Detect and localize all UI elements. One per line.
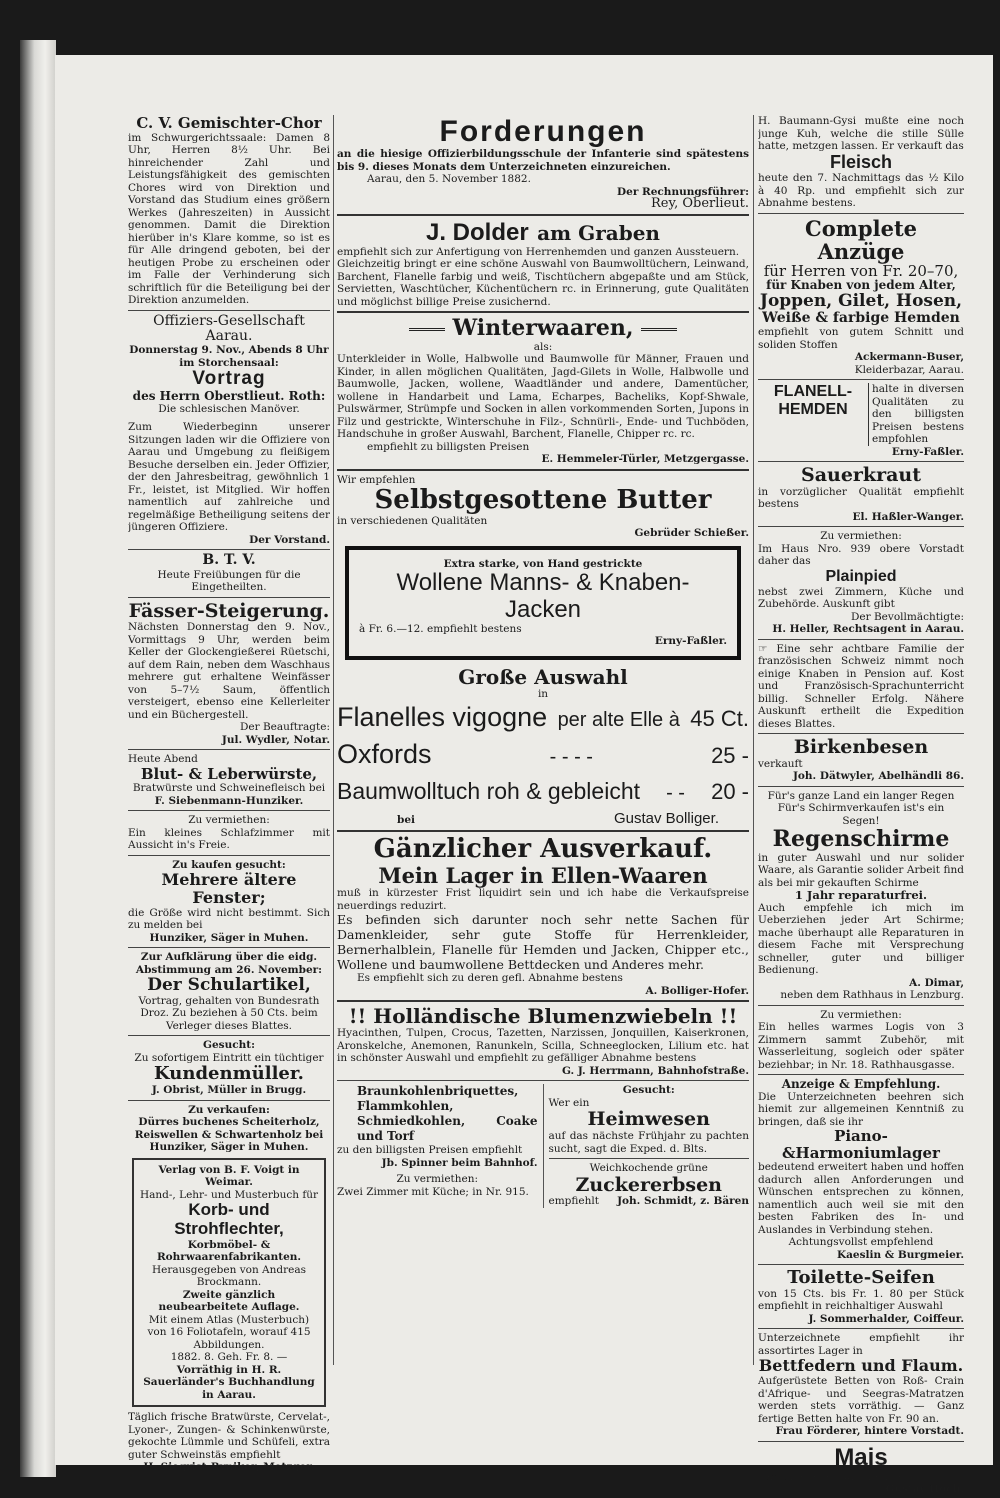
book-atlas: Mit einem Atlas (Musterbuch) von 16 Foliotafeln, worauf 415 Abbildungen. — [147, 1313, 311, 1351]
kunden-text: Zu sofortigem Eintritt ein tüchtiger — [134, 1051, 324, 1064]
auswahl-row-mid: - - - - — [549, 746, 593, 769]
auswahl-bei: bei — [397, 814, 416, 827]
wohn-intro: Zu vermiethen: — [396, 1173, 479, 1186]
ad-schulartikel — [128, 951, 330, 1032]
seifen-text: von 15 Cts. bis Fr. 1. 80 per Stück empfiehlt in reichhaltiger Auswahl — [758, 1287, 964, 1313]
ad-metzger — [128, 1411, 330, 1474]
column-left — [128, 115, 330, 1476]
faesser-sign2: Jul. Wydler, Notar. — [221, 733, 330, 746]
ad-sauerkraut — [758, 465, 964, 523]
faesser-title: Fässer-Steigerung. — [128, 599, 330, 622]
officers-sign: Der Vorstand. — [249, 533, 330, 546]
binding-spine — [20, 40, 56, 1477]
officers-text: Zum Wiederbeginn unserer Sitzungen laden wir die Offiziere von Aarau und Umgebung zu fleißigem Besuche derselben ein. Jeder Offizier, der den Jahresbeitrag, gewöhnlich 1 Fr., leistet, ist Mitglied. Wir hoffen namentlich auf zahlreiche und regelmäßige Betheiligung seitens der jüngeren Offiziere. — [128, 421, 330, 534]
winter-recommend: empfiehlt zu billigsten Preisen — [367, 440, 530, 453]
dolder-text2: Gleichzeitig bringt er eine schöne Auswahl von Baumwolltüchern, Leinwand, Barchent, Flanelle farbig und weiß, Tischtüchern abgepaßte und am Stück, Servietten, Waschtücher, Küchentüchern rc. in Erinnerung, gute Qualitäten und möglichst billige Preise zusichernd. — [337, 258, 749, 308]
divider — [337, 830, 749, 832]
ausv-title: Gänzlicher Ausverkauf. — [373, 834, 713, 865]
auswahl-row-price: 25 - — [711, 743, 749, 769]
choir-text: im Schwurgerichtssaale: Damen 8 Uhr, Herren 8½ Uhr. Bei hinreichender Zahl und Leistungsfähigkeit des gemischten Chores wird von Direktion und Vorstand das Studium eines größern Werkes (Jahreszeiten) in Aussicht genommen. Damit die Direktion hierüber in's Klare komme, so ist es für Alle dringend geboten, bei der heutigen Probe zu erscheinen oder im Falle der Verhinderung sich schriftlich für die Beteiligung bei der Direktion anzumelden. — [128, 131, 330, 306]
column-divider-1 — [333, 115, 334, 1365]
ad-butter — [337, 474, 749, 540]
winter-als: als: — [533, 340, 553, 353]
rule-ornament — [641, 328, 677, 331]
book-intro: Hand-, Lehr- und Musterbuch für — [139, 1188, 319, 1201]
ad-fleisch — [758, 115, 964, 210]
regen-garantie: 1 Jahr reparaturfrei. — [794, 888, 928, 903]
ad-choir — [128, 115, 330, 307]
ad-btv — [128, 553, 330, 593]
book-subtitle: Korbmöbel- & Rohrwaarenfabrikanten. — [156, 1238, 302, 1263]
divider — [758, 379, 964, 380]
schul-text: Vortrag, gehalten von Bundesrath Droz. Zu beziehen à 50 Cts. beim Verleger dieses Blattes. — [138, 994, 320, 1032]
ad-plainpied — [758, 530, 964, 635]
ad-book — [132, 1158, 326, 1407]
auswahl-row — [337, 737, 749, 774]
pension-text: ☞ Eine sehr achtbare Familie der französischen Schweiz nimmt noch einige Knaben in Pension auf. Kost und Französisch-Sprachunterricht billig. Schneller Erfolg. Nähere Auskunft ertheilt die Expedition dieses Blattes. — [758, 642, 964, 730]
plain-title: Plainpied — [825, 567, 897, 585]
divider — [758, 1074, 964, 1075]
divider — [758, 526, 964, 527]
sauer-sign: El. Haßler-Wanger. — [852, 510, 964, 523]
divider — [758, 1264, 964, 1265]
ford-title: Forderungen — [439, 115, 647, 148]
ad-fenster — [128, 859, 330, 944]
auswahl-title: Große Auswahl — [458, 664, 628, 689]
divider — [337, 311, 749, 313]
zimmer-text: Ein kleines Schlafzimmer mit Aussicht in's Freie. — [128, 826, 330, 852]
kohle-sign: Jb. Spinner beim Bahnhof. — [381, 1156, 538, 1169]
divider — [549, 1158, 750, 1159]
metzger-text: Täglich frische Bratwürste, Cervelat-, Lyoner-, Zungen- & Schinkenwürste, gekochte Lümmle und Schüfeli, extra guter Schweinstäs empfiehlt — [128, 1411, 330, 1461]
ad-mais — [758, 1445, 964, 1496]
btv-title: B. T. V. — [202, 552, 256, 569]
ford-date: Aarau, den 5. November 1882. — [367, 173, 531, 185]
bett-text2: Aufgerüstete Betten von Roß- Crain d'Afrique- und Seegras-Matratzen werden stets vorräthig. — Ganz fertige Betten halte von Fr. 90 an. — [758, 1375, 964, 1425]
seifen-sign: J. Sommerhalder, Coiffeur. — [808, 1312, 964, 1325]
piano-title: Piano-&Harmoniumlager — [782, 1127, 940, 1162]
dolder-place: am Graben — [537, 220, 660, 245]
officers-speaker: des Herrn Oberstlieut. Roth: — [132, 389, 326, 404]
divider — [758, 461, 964, 462]
fenster-text: die Größe wird nicht bestimmt. Sich zu melden bei — [128, 906, 330, 932]
btv-text: Heute Freiübungen für die Eingetheilten. — [157, 568, 301, 594]
divider — [758, 1005, 964, 1006]
birken-sign: Joh. Dätwyler, Abelhändli 86. — [792, 770, 964, 783]
divider — [128, 310, 330, 311]
ad-ausverkauf — [337, 835, 749, 997]
jacken-sign: Erny-Faßler. — [654, 635, 727, 648]
seifen-title: Toilette-Seifen — [787, 1267, 935, 1289]
wurst-sign: F. Siebenmann-Hunziker. — [154, 794, 304, 807]
erbsen-title: Zuckererbsen — [575, 1173, 722, 1196]
schul-intro: Zur Aufklärung über die eidg. Abstimmung am 26. November: — [135, 951, 323, 976]
ford-text: an die hiesige Offizierbildungsschule der Infanterie sind spätestens bis 9. dieses Monats dem Unterzeichneten einzureichen. — [337, 148, 749, 173]
anz-title: Complete Anzüge — [804, 215, 918, 264]
holz-text: Dürres buchenes Scheiterholz, Reiswellen & Schwartenholz bei Hunziker, Säger in Muhen. — [134, 1116, 324, 1154]
book-title: Korb- und Strohflechter, — [174, 1200, 284, 1238]
divider — [128, 810, 330, 811]
fleisch-title: Fleisch — [829, 151, 893, 172]
ad-blumenzwiebeln — [337, 1005, 749, 1077]
wohn-text: Zwei Zimmer mit Küche; in Nr. 915. — [337, 1185, 529, 1198]
ad-forderungen — [337, 115, 749, 211]
auswahl-row — [337, 774, 749, 810]
book-publisher: Verlag von B. F. Voigt in Weimar. — [158, 1163, 300, 1189]
divider — [758, 1441, 964, 1442]
column-divider-2 — [753, 115, 754, 1365]
anz-sub2: für Knaben von jedem Alter, — [766, 278, 956, 293]
auswahl-row-price: 20 - — [711, 779, 749, 805]
book-store: Vorräthig in H. R. Sauerländer's Buchhandlung in Aarau. — [143, 1363, 315, 1401]
erbsen-intro: Weichkochende grüne — [589, 1162, 708, 1175]
heim-intro: Gesucht: — [622, 1084, 675, 1097]
piano-sign2: Kaeslin & Burgmeier. — [837, 1248, 964, 1261]
divider — [128, 749, 330, 750]
flanell-title1: FLANELL- — [773, 383, 853, 401]
logis-text: Ein helles warmes Logis von 3 Zimmern sammt Zubehör, mit Wasserleitung, sogleich oder später beziehbar; in Nr. 18. Rathhausgasse. — [758, 1021, 964, 1071]
ad-heimwesen — [544, 1084, 750, 1208]
heim-text2: auf das nächste Frühjahr zu pachten sucht, sagt die Exped. d. Blts. — [548, 1130, 749, 1155]
divider — [758, 213, 964, 214]
kunden-title: Kundenmüller. — [154, 1063, 304, 1085]
wurst-intro: Heute Abend — [128, 753, 198, 766]
fleisch-text2: heute den 7. Nachmittags das ½ Kilo à 40 Rp. und empfiehlt sich zur Abnahme bestens. — [758, 172, 964, 210]
winter-sign: E. Hemmeler-Türler, Metzgergasse. — [541, 453, 749, 466]
divider — [758, 733, 964, 734]
divider — [337, 1080, 749, 1081]
ausv-sign: A. Bolliger-Hofer. — [645, 984, 749, 997]
ad-wurst — [128, 753, 330, 807]
winter-text: Unterkleider in Wolle, Halbwolle und Baumwolle für Männer, Frauen und Kinder, in allen möglichen Qualitäten, Jagd-Gilets in Wolle, Halbwolle und Baumwolle, Jacken, wollene, Waadtländer und andere, Damentücher, wollene in Handarbeit und Lama, Echarpes, Bacheliks, Kopf-Shwale, Pulswärmer, Strümpfe und Socken in allen vorkommenden Sorten, Jupons in Filz und gestrickte, Winterschuhe in Filz-, Schnürli-, Ende- und Tuchböden, Handschuhe in großer Auswahl, Barchent, Flanelle, Chipper rc. rc. — [337, 353, 749, 441]
divider — [758, 639, 964, 640]
ad-kohle — [337, 1084, 544, 1208]
divider — [128, 855, 330, 856]
regen-sign1: A. Dimar, — [909, 976, 964, 989]
holz-intro: Zu verkaufen: — [188, 1103, 270, 1116]
anz-items2: Weiße & farbige Hemden — [762, 309, 960, 326]
plain-text1: Im Haus Nro. 939 obere Vorstadt daher das — [758, 542, 964, 568]
jacken-price: à Fr. 6.—12. empfiehlt bestens — [359, 622, 522, 635]
divider — [758, 786, 964, 787]
officers-vortrag: Vortrag — [192, 368, 266, 390]
schul-title: Der Schulartikel, — [147, 975, 311, 996]
ad-regenschirme — [758, 790, 964, 1002]
divider — [128, 549, 330, 550]
blumen-text: Hyacinthen, Tulpen, Crocus, Tazetten, Narzissen, Jonquillen, Kaiserkronen, Aronskelche, Anemonen, Ranunkeln, Scilla, Schneeglocken, Lilium etc. hat in schönster Auswahl und empfiehlt zu gefälliger Abnahme bestens — [337, 1027, 749, 1065]
fleisch-text1: H. Baumann-Gysi mußte eine noch junge Kuh, welche die stille Sülle hatte, metzgen lassen. Er verkauft das — [758, 115, 964, 152]
ad-pension — [758, 643, 964, 731]
wurst-text: Bratwürste und Schweinefleisch bei — [132, 782, 326, 795]
divider — [128, 597, 330, 598]
rule-ornament — [409, 328, 445, 331]
ausv-sub: Mein Lager in Ellen-Waaren — [378, 863, 708, 889]
kunden-intro: Gesucht: — [203, 1039, 255, 1052]
divider — [337, 1000, 749, 1002]
plain-sign2: H. Heller, Rechtsagent in Aarau. — [772, 623, 964, 636]
plain-intro: Zu vermiethen: — [820, 530, 902, 543]
flanell-sign: Erny-Faßler. — [891, 445, 964, 458]
ad-bettfedern — [758, 1332, 964, 1437]
ausv-text2: Es befinden sich darunter noch sehr nette Sachen für Damenkleider, sehr gute Stoffe für Herrenkleider, Bernerhalblein, Flanelle für Hemden und Jacken, Chipper etc., Wollene und baumwollene Bettdecken und Anderes mehr. — [337, 912, 749, 973]
book-edition: Zweite gänzlich neubearbeitete Auflage. — [158, 1288, 300, 1313]
sauer-text: in vorzüglicher Qualität empfiehlt bestens — [758, 485, 964, 511]
ad-officers — [128, 314, 330, 547]
choir-title: C. V. Gemischter-Chor — [136, 115, 322, 132]
auswahl-sign: Gustav Bolliger. — [613, 810, 719, 828]
flanell-title2: HEMDEN — [778, 400, 848, 418]
blumen-title: !! Holländische Blumenzwiebeln !! — [348, 1004, 738, 1029]
anz-items: Joppen, Gilet, Hosen, — [759, 290, 963, 311]
faesser-sign1: Der Beauftragte: — [239, 721, 330, 734]
blumen-sign: G. J. Herrmann, Bahnhofstraße. — [561, 1064, 749, 1077]
piano-text2: bedeutend erweitert haben und hoffen dadurch allen Anforderungen und Wünschen entsprechen zu können, namentlich auch weil sie mit den besten Fabriken des In- und Auslandes in Verbindung stehen. — [758, 1161, 964, 1236]
dolder-text1: empfiehlt sich zur Anfertigung von Herrenhemden und ganzen Aussteuern. — [337, 245, 740, 258]
anz-sign2: Kleiderbazar, Aarau. — [854, 363, 964, 376]
wurst-title: Blut- & Leberwürste, — [140, 764, 318, 783]
fenster-intro: Zu kaufen gesucht: — [172, 858, 286, 871]
book-price: 1882. 8. Geh. Fr. 8. — — [170, 1351, 288, 1363]
winter-title: Winterwaaren, — [452, 315, 634, 342]
ad-auswahl — [337, 666, 749, 828]
birken-text: verkauft — [758, 757, 803, 770]
auswahl-row-label: Baumwolltuch roh & gebleicht — [337, 778, 640, 805]
anz-sign1: Ackermann-Buser, — [854, 351, 964, 364]
heim-text1: Wer ein — [548, 1096, 590, 1109]
logis-intro: Zu vermiethen: — [820, 1008, 902, 1021]
jacken-intro: Extra starke, von Hand gestrickte — [443, 557, 643, 570]
regen-title: Regenschirme — [772, 826, 950, 853]
faesser-text: Nächsten Donnerstag den 9. Nov., Vormittags 9 Uhr, werden beim Keller der Glockengießerei Rüetschi, auf dem Rain, neben dem Waschhaus mehrere gut erhaltene Weinfässer von 5–7½ Saum, öffentlich versteigert, ebenso eine Kellerleiter und ein Büchergestell. — [128, 621, 330, 721]
plain-text2: nebst zwei Zimmern, Küche und Zubehörde. Auskunft gibt — [758, 585, 964, 611]
ad-anzuege — [758, 217, 964, 376]
flanell-heading — [758, 383, 869, 446]
mais-text: verschiedene Qualitäten bei — [758, 1470, 908, 1483]
ausv-text1: muß in kürzester Frist liquidirt sein und ich habe die Verkaufspreise neuerdings reduzirt. — [337, 887, 749, 912]
ad-logis — [758, 1009, 964, 1072]
piano-intro: Anzeige & Empfehlung. — [781, 1077, 941, 1092]
metzger-sign: H. Siegrist-Ryniker, Metzger. — [143, 1461, 315, 1473]
plain-sign1: Der Bevollmächtigte: — [850, 610, 964, 623]
ad-kundenmueller — [128, 1039, 330, 1096]
regen-text3: Auch empfehle ich mich im Ueberziehen jeder Art Schirme; mache überhaupt alle Reparaturen in diesem Fache mit Versprechung schneller, guter und billiger Bedienung. — [758, 901, 964, 977]
ford-sign1: Der Rechnungsführer: — [617, 185, 749, 198]
bett-text1: Unterzeichnete empfiehlt ihr assortirtes Lager in — [758, 1332, 964, 1357]
jacken-title: Wollene Manns- & Knaben-Jacken — [396, 569, 690, 623]
book-editor: Herausgegeben von Andreas Brockmann. — [151, 1263, 306, 1288]
butter-intro: Wir empfehlen — [337, 473, 416, 486]
bett-title: Bettfedern und Flaum. — [758, 1356, 964, 1376]
bett-sign: Frau Förderer, hintere Vorstadt. — [775, 1425, 964, 1438]
flanell-text: halte in diversen Qualitäten zu den billigsten Preisen bestens empfohlen — [872, 383, 964, 446]
anz-sub1: für Herren von Fr. 20–70, — [763, 261, 959, 280]
piano-text1: Die Unterzeichneten beehren sich hiemit zur allgemeinen Kenntniß zu bringen, daß sie ihr — [758, 1090, 964, 1128]
mais-sign: Gustav Hoch. — [885, 1483, 964, 1496]
kunden-sign: J. Obrist, Müller in Brugg. — [151, 1084, 307, 1097]
auswahl-in: in — [537, 687, 549, 700]
ad-zimmer — [128, 814, 330, 852]
divider — [337, 214, 749, 216]
fenster-sign: Hunziker, Säger in Muhen. — [149, 931, 309, 944]
auswahl-row-label: Oxfords — [337, 739, 432, 770]
ad-seifen — [758, 1268, 964, 1325]
ad-jacken — [345, 546, 741, 660]
piano-sign1: Achtungsvollst empfehlend — [788, 1236, 934, 1249]
birken-title: Birkenbesen — [793, 736, 929, 759]
regen-text1: Für's ganze Land ein langer Regen Für's Schirmverkaufen ist's ein Segen! — [767, 789, 955, 827]
ausv-text3: Es empfiehlt sich zu deren gefl. Abnahme bestens — [357, 972, 623, 985]
erbsen-sign: Joh. Schmidt, z. Bären — [617, 1195, 749, 1208]
officers-title: Offiziers-Gesellschaft Aarau. — [153, 312, 305, 344]
auswahl-row-label: Flanelles vigogne — [337, 702, 548, 733]
auswahl-row — [337, 700, 749, 737]
bottom-split — [337, 1084, 749, 1208]
mais-title: Mais — [834, 1443, 888, 1471]
anz-text: empfiehlt von gutem Schnitt und soliden Stoffen — [758, 326, 964, 351]
ad-piano — [758, 1078, 964, 1261]
divider — [128, 947, 330, 948]
column-right — [758, 115, 964, 1498]
officers-date: Donnerstag 9. Nov., Abends 8 Uhr im Storchensaal: — [129, 344, 329, 369]
regen-text2: in guter Auswahl und nur solider Waare, als Garantie solider Arbeit find als bei mir gekauften Schirme — [758, 851, 964, 889]
erbsen-text: empfiehlt — [548, 1195, 599, 1208]
divider — [758, 1328, 964, 1329]
ad-faesser — [128, 601, 330, 747]
dolder-title: J. Dolder — [426, 218, 529, 246]
zimmer-title: Zu vermiethen: — [188, 814, 270, 827]
kohle-text: zu den billigsten Preisen empfiehlt — [337, 1144, 523, 1157]
ad-winterwaaren — [337, 316, 749, 465]
auswahl-row-price: 45 Ct. — [690, 706, 749, 732]
butter-title: Selbstgesottene Butter — [374, 485, 712, 516]
butter-text: in verschiedenen Qualitäten — [337, 514, 488, 527]
sauer-title: Sauerkraut — [800, 464, 922, 487]
auswahl-row-mid: per alte Elle à — [557, 709, 680, 732]
ford-sign2: Rey, Oberlieut. — [651, 196, 749, 211]
ad-dolder — [337, 219, 749, 309]
heim-title: Heimwesen — [587, 1108, 710, 1131]
officers-topic: Die schlesischen Manöver. — [158, 402, 300, 415]
divider — [128, 1100, 330, 1101]
ad-holz — [128, 1104, 330, 1154]
butter-sign: Gebrüder Schießer. — [634, 527, 749, 540]
auswahl-row-mid: - - — [666, 782, 685, 805]
ad-birkenbesen — [758, 737, 964, 783]
kohle-items: Braunkohlenbriquettes, Flammkohlen, Schmiedkohlen, Coake und Torf — [357, 1084, 538, 1144]
fenster-title: Mehrere ältere Fenster; — [161, 870, 297, 908]
column-middle — [337, 115, 749, 1208]
regen-sign2: neben dem Rathhaus in Lenzburg. — [780, 989, 964, 1002]
ad-flanell — [758, 383, 964, 458]
divider — [128, 1035, 330, 1036]
divider — [337, 469, 749, 471]
